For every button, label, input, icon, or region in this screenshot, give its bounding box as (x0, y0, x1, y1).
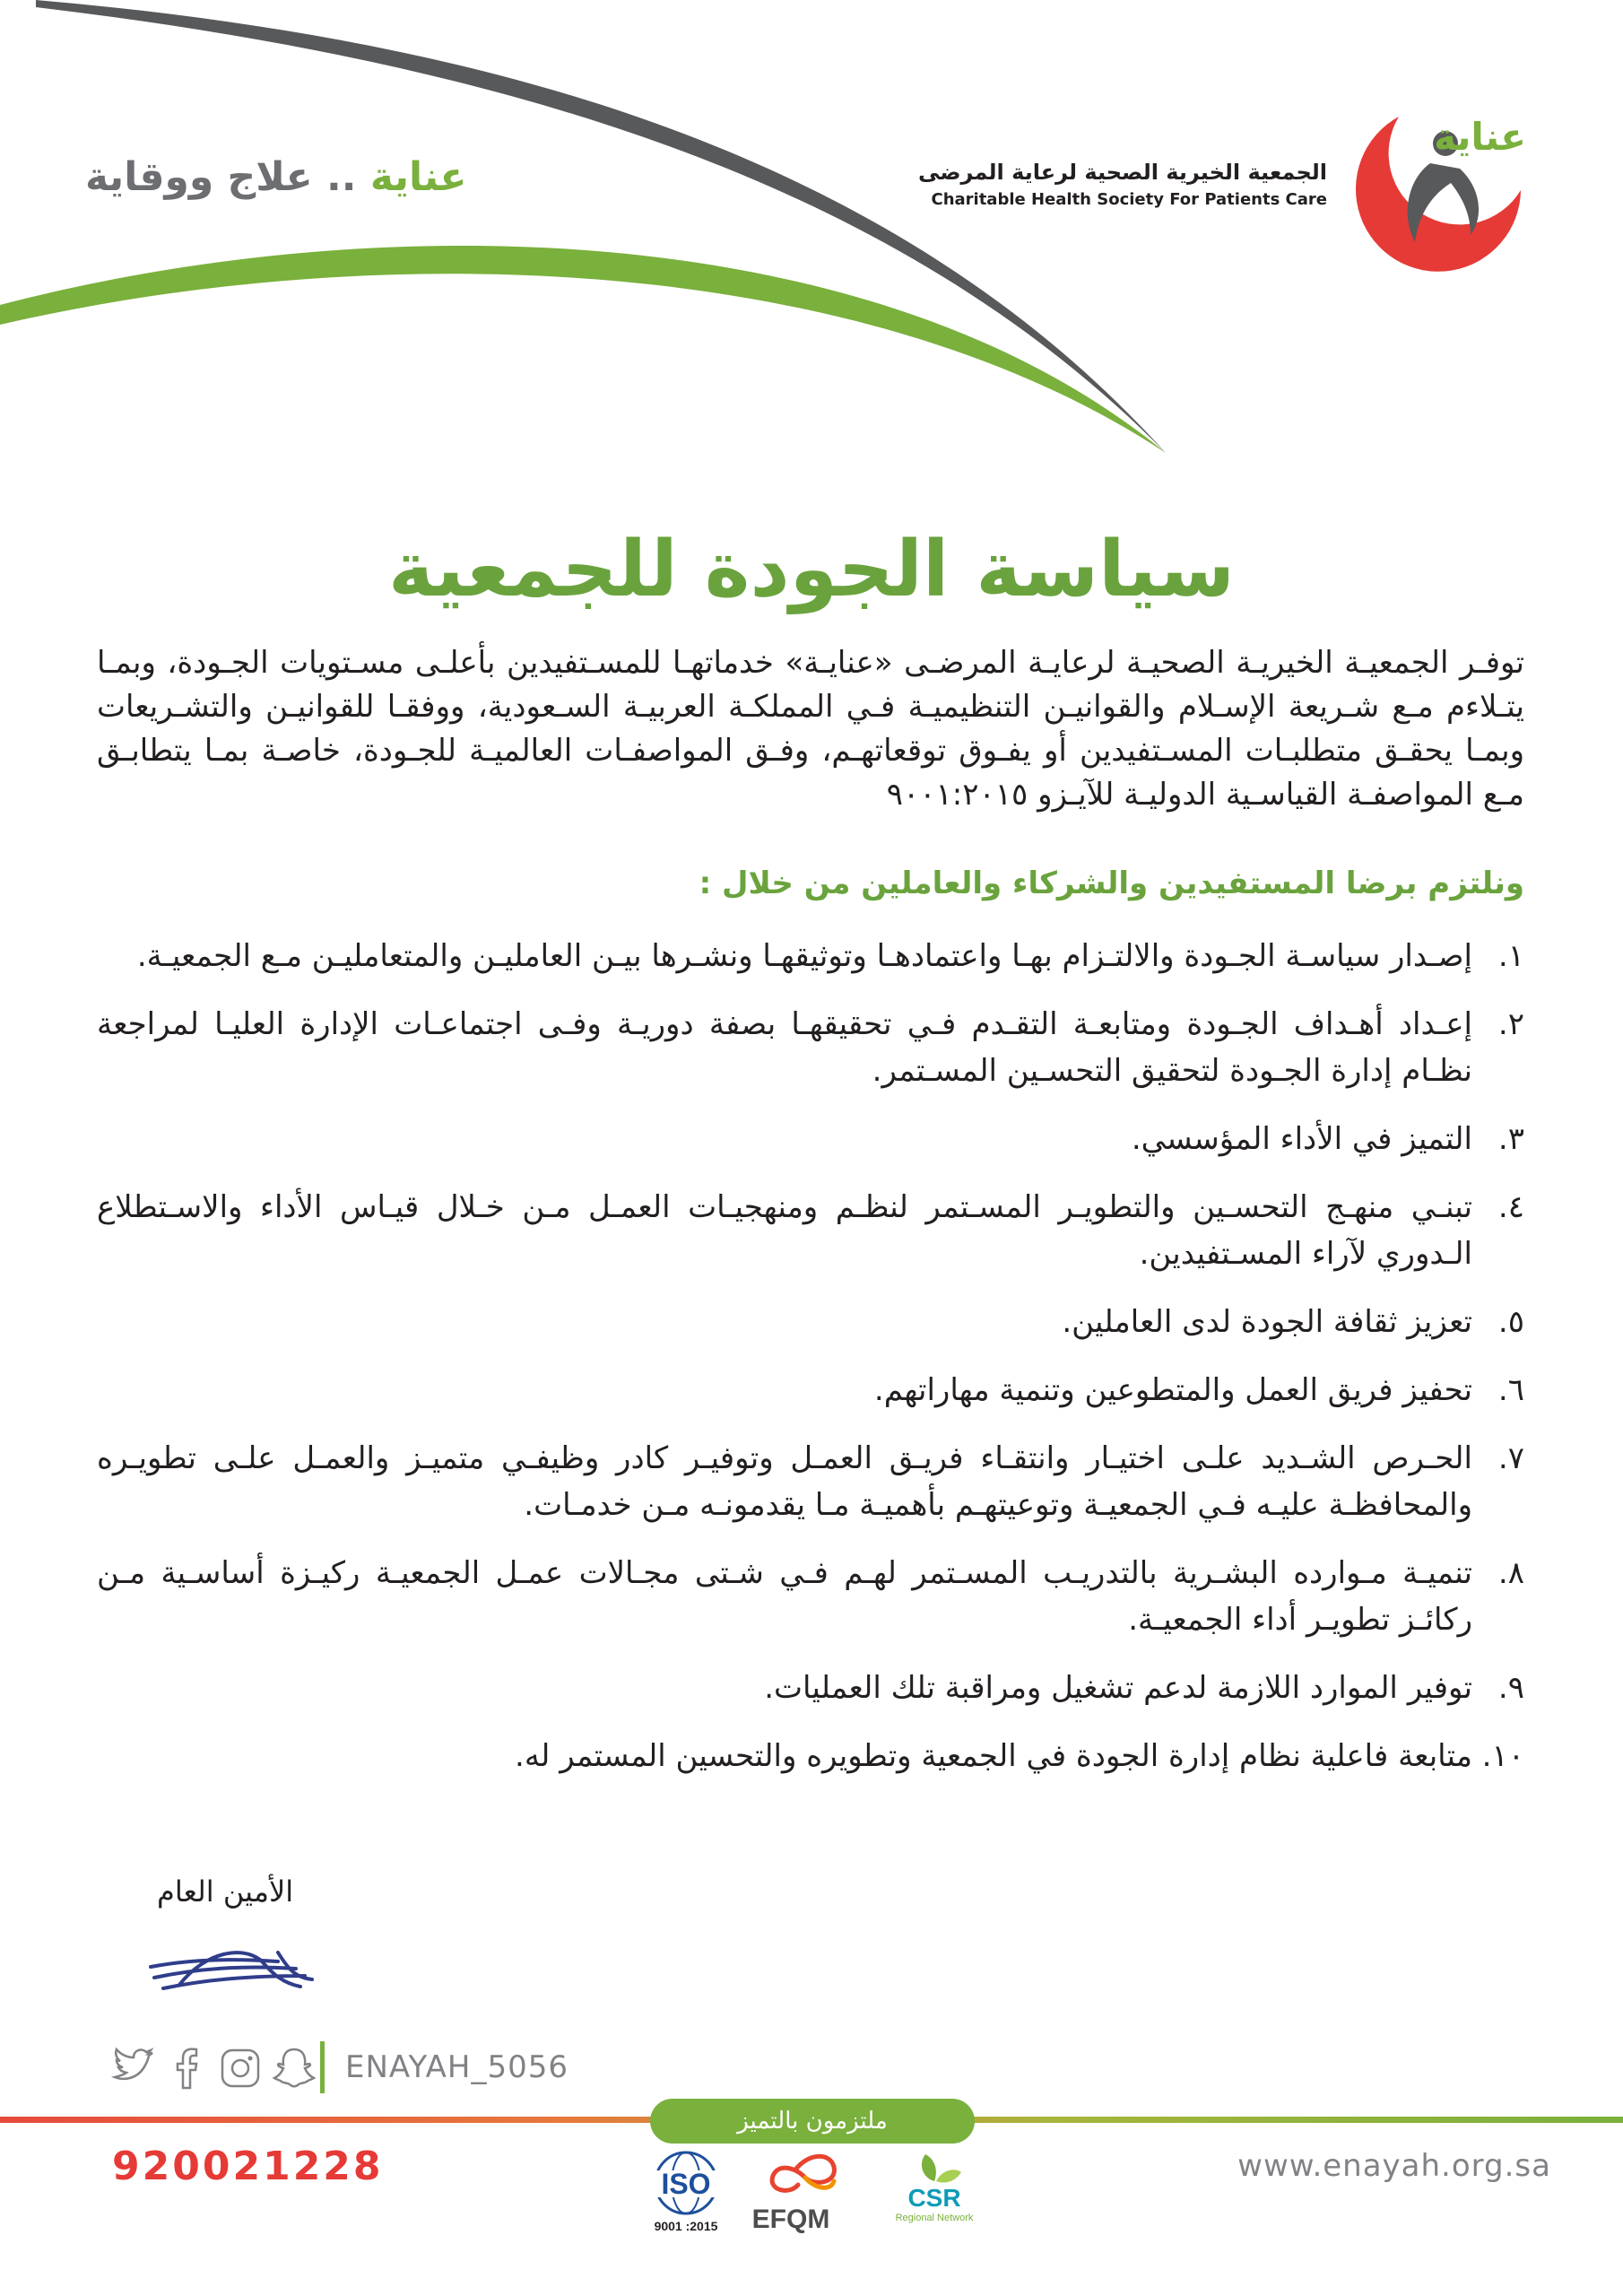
phone-number: 920021228 (112, 2144, 384, 2189)
org-name-arabic: الجمعية الخيرية الصحية لرعاية المرضى (918, 160, 1327, 185)
website-url: www.enayah.org.sa (1237, 2148, 1551, 2184)
list-item (97, 1435, 1524, 1528)
list-item (97, 933, 1524, 979)
facebook-icon[interactable] (163, 2045, 210, 2092)
item-text: توفير الموارد اللازمة لدعم تشغيل ومراقبة تلك العمليات. (764, 1670, 1472, 1706)
social-handle: ENAYAH_5056 (345, 2049, 569, 2085)
iso-mark: ISO (661, 2168, 711, 2200)
item-number: ٩. (1497, 1670, 1524, 1706)
logo-wordmark: عناية (1434, 115, 1526, 159)
handwritten-signature (143, 1933, 323, 2005)
org-name-english: Charitable Health Society For Patients Care (931, 190, 1327, 209)
item-number: ٧. (1497, 1440, 1524, 1476)
item-text: إعـداد أهـداف الجـودة ومتابعـة التقـدم فـي تحقيقهـا بصفة دوريـة وفـى اجتماعـات الإدارة العليـا لمراجعة نظـام إدارة الجـودة لتحقيق التحسـين المسـتمر. (97, 1006, 1472, 1089)
social-divider (320, 2041, 325, 2093)
item-text: متابعة فاعلية نظام إدارة الجودة في الجمعية وتطويره والتحسين المستمر له. (515, 1738, 1472, 1774)
item-number: ٣. (1497, 1121, 1524, 1157)
list-item (97, 1665, 1524, 1711)
list-item (97, 1116, 1524, 1162)
policy-list (97, 933, 1524, 1801)
item-number: ٢. (1497, 1006, 1524, 1042)
item-text: تبنـي منهـج التحسـين والتطويـر المسـتمر لنظـم ومنهجيـات العمـل مـن خـلال قيـاس الأداء والاسـتطلاع الـدوري لآراء المسـتفيدين. (97, 1189, 1472, 1272)
twitter-icon[interactable] (109, 2045, 156, 2092)
instagram-icon[interactable] (217, 2045, 264, 2092)
item-text: تحفيز فريق العمل والمتطوعين وتنمية مهاراتهم. (873, 1372, 1472, 1408)
commitment-heading: ونلتزم برضا المستفيدين والشركاء والعاملين من خلال : (699, 865, 1524, 901)
item-number: ٨. (1497, 1555, 1524, 1591)
csr-network-logo (890, 2151, 979, 2233)
social-icons (109, 2045, 317, 2092)
intro-paragraph: توفـر الجمعيـة الخيريـة الصحيـة لرعايـة المرضـى «عنايـة» خدماتهـا للمسـتفيدين بأعلـى مسـتويات الجـودة، وبمـا يتـلاءم مـع شـريعة الإسـلام والقوانيـن التنظيميـة فـي المملكـة العربيـة السـعودية، ووفقـا للقوانيـن والتشـريعات وبمـا يحقـق متطلبـات المسـتفيدين أو يفـوق توقعاتهـم، وفـق المواصفـات العالميـة للجـودة، خاصـة بمـا يتطابـق مـع المواصفـة القياسـية الدوليـة للآيـزو ٩٠٠١:٢٠١٥ (97, 645, 1524, 813)
csr-caption: Regional Network (895, 2213, 974, 2223)
item-number: ٦. (1497, 1372, 1524, 1408)
snapchat-icon[interactable] (271, 2045, 317, 2092)
item-text: الحـرص الشـديد علـى اختيـار وانتقـاء فريـق العمـل وتوفيـر كادر وظيفـي متميـز والعمـل علـى تطويـره والمحافظـة عليـه فـي الجمعيـة وتوعيتهـم بأهميـة مـا يقدمونـه مـن خدمـات. (97, 1440, 1472, 1523)
list-item (97, 1367, 1524, 1413)
list-item (97, 1550, 1524, 1643)
item-number: ٤. (1497, 1189, 1524, 1225)
list-item (97, 1733, 1524, 1779)
iso-caption: 9001 :2015 (654, 2219, 718, 2233)
efqm-label: EFQM (751, 2205, 830, 2233)
tagline (85, 154, 467, 200)
item-text: تعزيز ثقافة الجودة لدى العاملين. (1062, 1304, 1472, 1340)
signatory-title: الأمين العام (157, 1874, 294, 1909)
csr-mark: CSR (907, 2184, 961, 2212)
item-number: ١٠. (1481, 1738, 1524, 1774)
item-number: ١. (1497, 938, 1524, 974)
item-text: تنميـة مـوارده البشـرية بالتدريـب المسـتمر لهـم فـي شـتى مجـالات عمـل الجمعيـة ركيـزة أساسـية مـن ركائـز تطويـر أداء الجمعيـة. (97, 1555, 1472, 1638)
list-item (97, 1001, 1524, 1094)
tagline-brand: عناية (369, 154, 467, 200)
item-text: التميز في الأداء المؤسسي. (1131, 1121, 1472, 1157)
iso-certification-logo (646, 2151, 726, 2233)
tagline-rest: .. علاج ووقاية (85, 154, 357, 200)
efqm-logo (742, 2151, 859, 2233)
list-item (97, 1299, 1524, 1345)
commitment-pill: ملتزمون بالتميز (650, 2099, 975, 2144)
item-text: إصـدار سياسـة الجـودة والالتـزام بهـا واعتمادهـا وتوثيقهـا ونشـرها بيـن العامليـن والمتعامليـن مـع الجمعيـة. (136, 938, 1472, 974)
list-item (97, 1184, 1524, 1277)
document-title: سياسة الجودة للجمعية (388, 525, 1235, 614)
item-number: ٥. (1497, 1304, 1524, 1340)
